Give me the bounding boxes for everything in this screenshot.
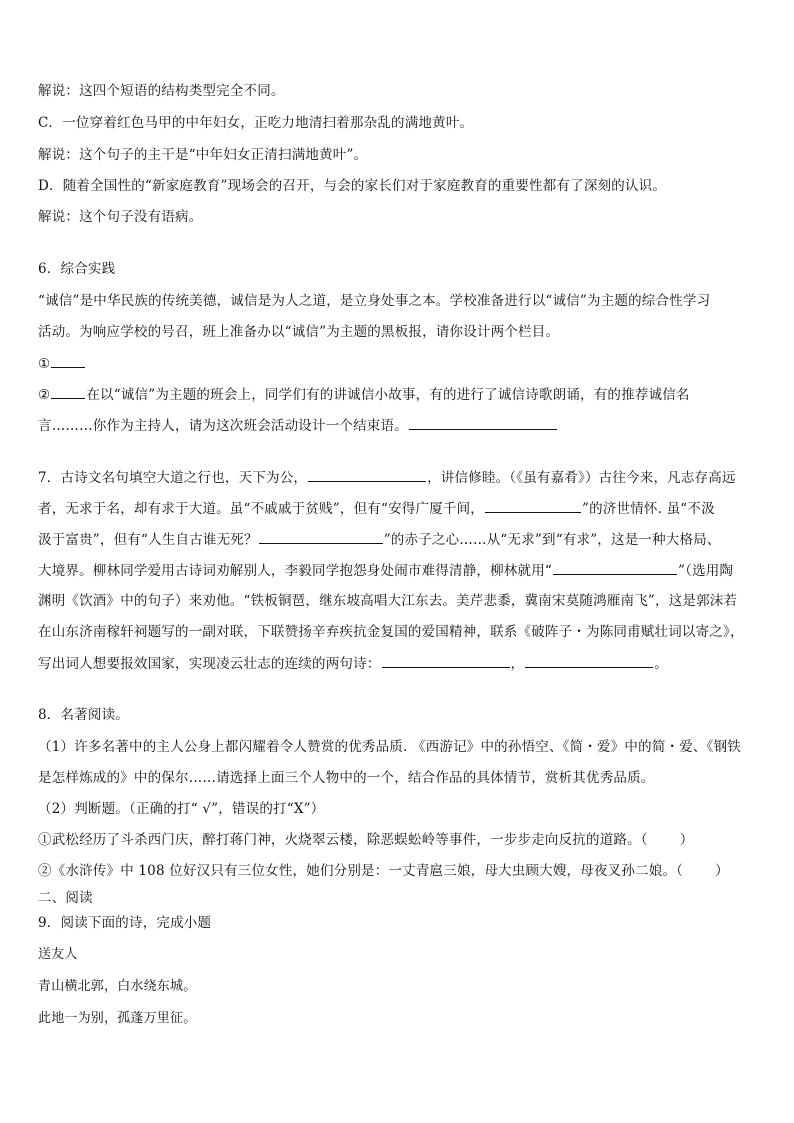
q8-judge-2 (38, 862, 729, 880)
q5-explain-c: 解说：这个句子的主干是“中年妇女正清扫满地黄叶”。 (38, 147, 368, 163)
q7-line-7 (38, 654, 668, 673)
q7-line-6: 在山东济南稼轩祠题写的一副对联，下联赞扬辛弃疾抗金复国的爱国精神，联系《破阵子・为陈同甫赋壮词以寄之》， (38, 624, 744, 640)
q5-explain-d: 解说：这个句子没有语病。 (38, 209, 203, 225)
q6-title: 6．综合实践 (38, 261, 116, 277)
q6-item-2 (38, 385, 690, 404)
q6-item-2-label: ② (38, 387, 51, 403)
q7-line-1b: ，讲信修睦。（《虽有嘉肴》）古往今来，凡志存高远 (427, 470, 736, 486)
q6-item-1 (38, 354, 86, 373)
q7-line-3a: 汲于富贵”，但有“人生自古谁无死？ (38, 532, 258, 548)
q8-title: 8．名著阅读。 (38, 707, 129, 723)
q8-judge-2-close: ） (715, 863, 729, 879)
poem-title: 送友人 (38, 947, 78, 962)
q7-line-4 (38, 561, 733, 580)
q6-item-2-cont (38, 416, 558, 435)
q8-para-2: 是怎样炼成的》中的保尔……请选择上面三个人物中的一个，结合作品的具体情节，赏析其优秀品质。 (38, 770, 655, 786)
q5-explain-a: 解说：这四个短语的结构类型完全不同。 (38, 83, 285, 99)
q7-line-1 (38, 468, 736, 487)
q6-para-2: 活动。为响应学校的号召，班上准备办以“诚信”为主题的黑板报，请你设计两个栏目。 (38, 324, 560, 340)
q7-blank-5[interactable] (382, 654, 510, 668)
q7-line-7-period: 。 (654, 656, 668, 672)
q6-item-2-text: 在以“诚信”为主题的班会上，同学们有的讲诚信小故事，有的进行了诚信诗歌朗诵，有的推荐诚信名 (86, 387, 690, 403)
q7-blank-3[interactable] (259, 530, 383, 544)
section-2-title: 二、阅读 (38, 890, 93, 906)
q7-blank-4[interactable] (553, 561, 677, 575)
q7-blank-6[interactable] (525, 654, 653, 668)
q7-line-3b: ”的赤子之心……从“无求”到“有求”，这是一种大格局、 (383, 532, 721, 548)
q8-para-3: （2）判断题。（正确的打“ √”，错误的打“X”） (38, 801, 325, 817)
q7-line-4a: 大境界。柳林同学爱用古诗词劝解别人，李毅同学抱怨身处闹市难得清静，柳林就用“ (38, 563, 553, 579)
q6-item-1-label: ① (38, 356, 51, 372)
q6-closing-blank[interactable] (409, 416, 557, 430)
q9-prompt: 9．阅读下面的诗，完成小题 (38, 915, 212, 931)
q7-blank-1[interactable] (308, 468, 426, 482)
q7-line-3 (38, 530, 721, 549)
q8-judge-1 (38, 831, 693, 849)
q6-item-1-blank[interactable] (51, 354, 85, 368)
poem-line-2: 此地一为别，孤蓬万里征。 (38, 1011, 197, 1026)
q7-line-7a: 写出词人想要报效国家，实现凌云壮志的连续的两句诗： (38, 656, 381, 672)
q6-item-2-blank[interactable] (51, 385, 85, 399)
q7-line-4b: ”（选用陶 (678, 563, 734, 579)
q8-judge-1-close: ） (679, 832, 694, 848)
q5-option-c: C．一位穿着红色马甲的中年妇女，正吃力地清扫着那杂乱的满地黄叶。 (38, 115, 474, 131)
q5-option-d: D．随着全国性的“新家庭教育”现场会的召开，与会的家长们对于家庭教育的重要性都有了深刻的认识。 (38, 178, 667, 194)
q6-item-2-cont-text: 言………你作为主持人，请为这次班会活动设计一个结束语。 (38, 418, 408, 434)
q7-line-1a: 7．古诗文名句填空大道之行也，天下为公， (38, 470, 308, 486)
q7-blank-2[interactable] (485, 499, 581, 513)
q8-judge-2-text: ②《水浒传》中 108 位好汉只有三位女性，她们分别是：一丈青扈三娘，母大虫顾大嫂，母夜叉孙二娘。（ (38, 863, 684, 879)
q8-judge-1-text: ①武松经历了斗杀西门庆，醉打蒋门神，火烧翠云楼，除恶蜈蚣岭等事件，一步步走向反抗的道路。（ (38, 832, 648, 848)
q7-line-2a: 者，无求于名，却有求于大道。虽“不戚戚于贫贱”，但有“安得广厦千间， (38, 501, 485, 517)
q7-line-7-comma: ， (510, 656, 525, 672)
q8-para-1: （1）许多名著中的主人公身上都闪耀着令人赞赏的优秀品质. 《西游记》中的孙悟空、《简・爱》中的简・爱、《钢铁 (38, 739, 741, 755)
poem-line-1: 青山横北郭，白水绕东城。 (38, 979, 197, 994)
q6-para-1: “诚信”是中华民族的传统美德，诚信是为人之道，是立身处事之本。学校准备进行以“诚信”为主题的综合性学习 (38, 293, 711, 309)
q7-line-2b: ”的济世情怀. 虽“不汲 (582, 501, 715, 517)
q7-line-5: 渊明《饮酒》中的句子）来劝他。“铁板铜琶，继东坡高唱大江东去。美芹悲黍，冀南宋莫随鸿雁南飞”，这是郭沫若 (38, 593, 738, 609)
q7-line-2 (38, 499, 715, 518)
